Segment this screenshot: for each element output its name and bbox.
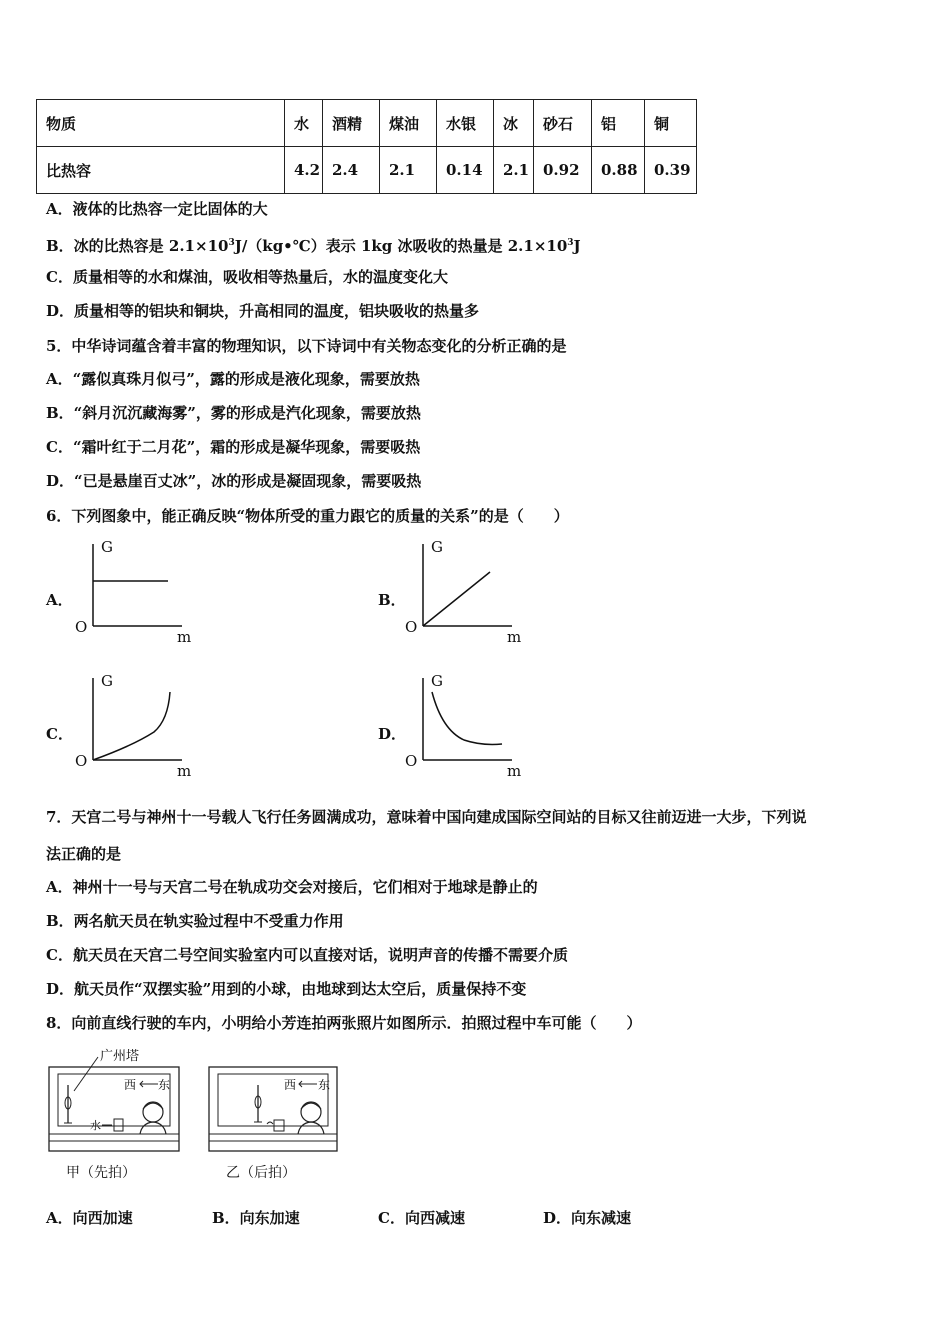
q6-graph-a[interactable] [72,536,202,646]
axis-label-m: m [507,762,522,780]
table-cell: 酒精 [323,100,380,147]
graph-curve [423,572,490,626]
east-label: 东 [318,1078,331,1092]
q4-option-d[interactable]: D．质量相等的铝块和铜块，升高相同的温度，铝块吸收的热量多 [46,302,480,320]
origin-label: O [75,618,88,636]
table-cell: 2.1 [494,147,534,194]
table-cell: 2.1 [380,147,437,194]
table-cell: 0.92 [534,147,592,194]
q7-option-b[interactable]: B．两名航天员在轨实验过程中不受重力作用 [46,912,344,930]
axis-label-g: G [101,672,113,690]
table-cell: 4.2 [285,147,323,194]
axis-label-g: G [431,538,443,556]
q6-stem: 6．下列图象中，能正确反映“物体所受的重力跟它的质量的关系”的是（ ） [46,507,569,525]
water-label: 水 [90,1119,101,1132]
q8-option-c[interactable]: C．向西减速 [378,1209,465,1227]
photo-yi [206,1062,346,1162]
photo-jia [46,1045,186,1165]
table-cell: 0.39 [645,147,697,194]
q8-stem: 8．向前直线行驶的车内，小明给小芳连拍两张照片如图所示．拍照过程中车可能（ ） [46,1014,642,1032]
q5-option-d[interactable]: D．“已是悬崖百丈冰”，冰的形成是凝固现象，需要吸热 [46,472,422,490]
east-label: 东 [158,1078,171,1092]
superscript: 3 [228,238,235,248]
table-cell: 物质 [37,100,285,147]
q8-option-d[interactable]: D．向东减速 [543,1209,632,1227]
q4-option-c[interactable]: C．质量相等的水和煤油，吸收相等热量后，水的温度变化大 [46,268,448,286]
specific-heat-table [36,99,697,194]
q4-option-a[interactable]: A．液体的比热容一定比固体的大 [46,200,268,218]
origin-label: O [405,752,418,770]
q5-stem: 5．中华诗词蕴含着丰富的物理知识，以下诗词中有关物态变化的分析正确的是 [46,337,567,355]
q4-option-b[interactable] [46,233,581,256]
origin-label: O [75,752,88,770]
west-label: 西 [124,1078,137,1092]
table-cell: 冰 [494,100,534,147]
table-row [37,100,697,147]
q5-option-c[interactable]: C．“霜叶红于二月花”，霜的形成是凝华现象，需要吸热 [46,438,421,456]
table-cell: 铜 [645,100,697,147]
table-cell: 煤油 [380,100,437,147]
q4-option-b-text3: J [573,237,581,255]
q7-option-d[interactable]: D．航天员作“双摆实验”用到的小球，由地球到达太空后，质量保持不变 [46,980,527,998]
graph-curve [93,692,170,760]
q4-option-b-text1: B．冰的比热容是 2.1×10 [46,237,229,255]
tower-label: 广州塔 [100,1049,140,1064]
table-cell: 2.4 [323,147,380,194]
q5-option-b[interactable]: B．“斜月沉沉藏海雾”，雾的形成是汽化现象，需要放热 [46,404,421,422]
q7-stem-line2: 法正确的是 [46,845,122,863]
q6-graph-d[interactable] [402,670,532,780]
q6-option-b-label[interactable]: B． [378,591,406,609]
photo-jia-caption: 甲（先拍） [66,1165,136,1181]
axis-label-m: m [507,628,522,646]
q6-graph-c[interactable] [72,670,202,780]
axis-label-g: G [431,672,443,690]
axis-label-g: G [101,538,113,556]
table-row [37,147,697,194]
axis-label-m: m [177,762,192,780]
table-cell: 0.88 [592,147,645,194]
table-cell: 铝 [592,100,645,147]
table-cell: 比热容 [37,147,285,194]
photo-yi-caption: 乙（后拍） [226,1165,296,1181]
q7-option-a[interactable]: A．神州十一号与天宫二号在轨成功交会对接后，它们相对于地球是静止的 [46,878,538,896]
origin-label: O [405,618,418,636]
superscript: 3 [567,238,574,248]
graph-curve [432,692,502,745]
table-cell: 水 [285,100,323,147]
table-cell: 水银 [437,100,494,147]
q6-option-a-label[interactable]: A． [46,591,73,609]
q6-option-d-label[interactable]: D． [378,725,407,743]
west-label: 西 [284,1078,297,1092]
q8-option-b[interactable]: B．向东加速 [212,1209,300,1227]
q5-option-a[interactable]: A．“露似真珠月似弓”，露的形成是液化现象，需要放热 [46,370,420,388]
table-cell: 砂石 [534,100,592,147]
q7-option-c[interactable]: C．航天员在天宫二号空间实验室内可以直接对话，说明声音的传播不需要介质 [46,946,568,964]
q7-stem-line1: 7．天宫二号与神州十一号载人飞行任务圆满成功，意味着中国向建成国际空间站的目标又往前迈进一大步，下列说 [46,808,807,826]
table-cell: 0.14 [437,147,494,194]
q4-option-b-text2: J/（kg•℃）表示 1kg 冰吸收的热量是 2.1×10 [234,237,568,255]
q8-option-a[interactable]: A．向西加速 [46,1209,133,1227]
axis-label-m: m [177,628,192,646]
q6-graph-b[interactable] [402,536,532,646]
q6-option-c-label[interactable]: C． [46,725,73,743]
